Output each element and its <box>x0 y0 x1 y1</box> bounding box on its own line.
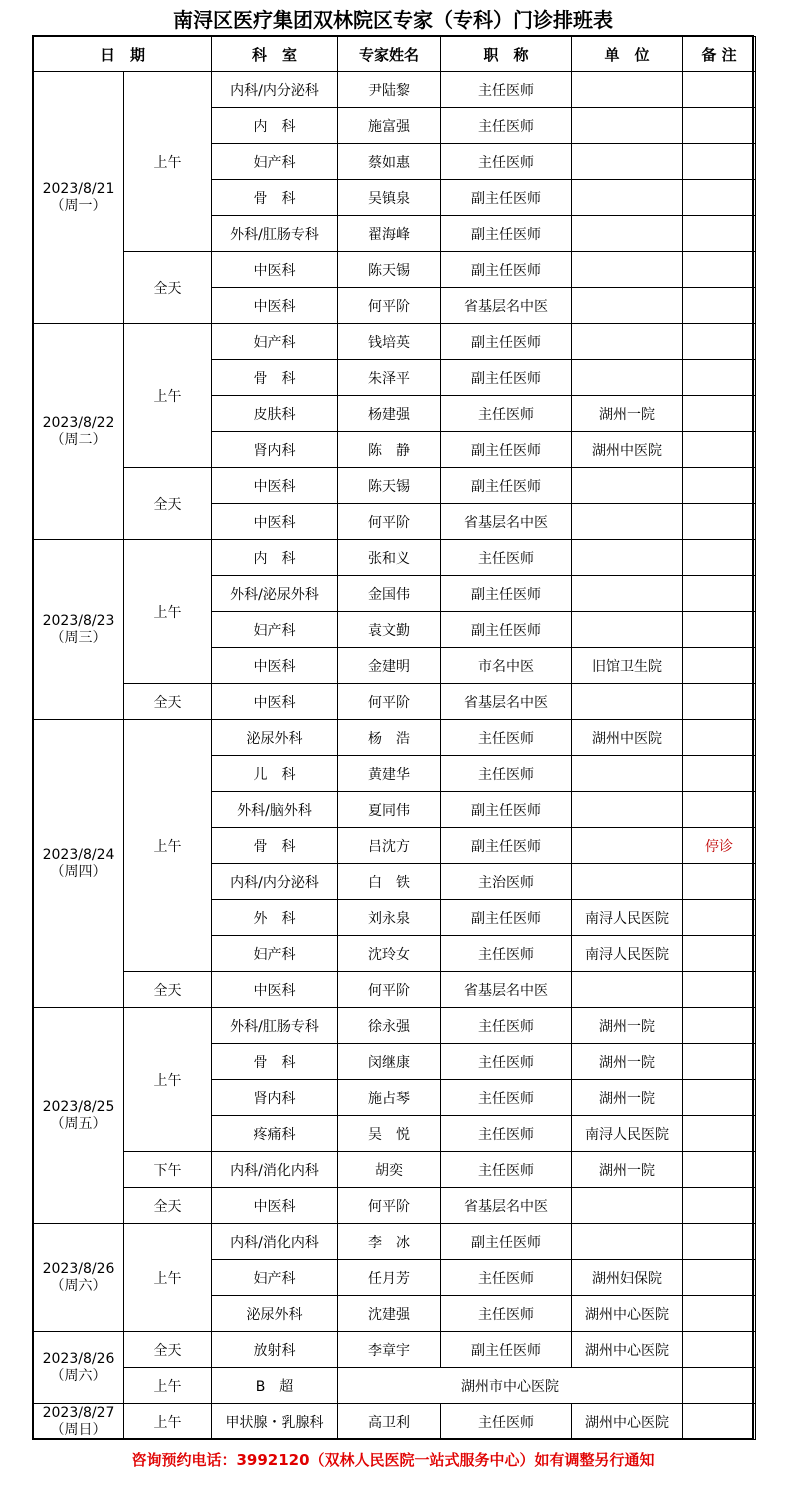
rank-cell: 主任医师 <box>441 1404 572 1440</box>
unit-cell: 湖州一院 <box>572 1044 683 1080</box>
dept-cell: 内 科 <box>212 540 338 576</box>
unit-cell <box>572 180 683 216</box>
unit-cell <box>572 108 683 144</box>
schedule-body <box>34 72 756 1440</box>
name-cell: 金建明 <box>338 648 441 684</box>
unit-cell <box>572 828 683 864</box>
unit-cell: 南浔人民医院 <box>572 900 683 936</box>
unit-cell <box>572 504 683 540</box>
name-cell: 陈天锡 <box>338 468 441 504</box>
schedule-table <box>33 36 756 1440</box>
period-cell: 上午 <box>124 1368 212 1404</box>
note-cell <box>683 1116 756 1152</box>
rank-cell: 省基层名中医 <box>441 288 572 324</box>
name-cell: 何平阶 <box>338 684 441 720</box>
period-cell: 上午 <box>124 324 212 468</box>
rank-cell: 主任医师 <box>441 540 572 576</box>
note-cell <box>683 792 756 828</box>
dept-cell: 妇产科 <box>212 144 338 180</box>
name-cell: 何平阶 <box>338 972 441 1008</box>
table-row <box>34 1404 756 1440</box>
note-cell <box>683 1152 756 1188</box>
rank-cell: 市名中医 <box>441 648 572 684</box>
note-cell <box>683 684 756 720</box>
name-cell: 任月芳 <box>338 1260 441 1296</box>
header-dept: 科 室 <box>212 37 338 72</box>
date-text: 2023/8/27 <box>42 1404 115 1421</box>
note-cell <box>683 1044 756 1080</box>
dept-cell: 中医科 <box>212 504 338 540</box>
weekday-text: （周五） <box>50 1115 107 1132</box>
note-cell <box>683 720 756 756</box>
dept-cell: 泌尿外科 <box>212 1296 338 1332</box>
note-cell <box>683 216 756 252</box>
period-cell: 全天 <box>124 1332 212 1368</box>
merged-cell: 湖州市中心医院 <box>338 1368 683 1404</box>
name-cell: 何平阶 <box>338 504 441 540</box>
note-cell <box>683 576 756 612</box>
dept-cell: 外科/泌尿外科 <box>212 576 338 612</box>
dept-cell: 外科/肛肠专科 <box>212 1008 338 1044</box>
dept-cell: 放射科 <box>212 1332 338 1368</box>
rank-cell: 副主任医师 <box>441 360 572 396</box>
note-cell <box>683 1260 756 1296</box>
rank-cell: 副主任医师 <box>441 828 572 864</box>
name-cell: 吴镇泉 <box>338 180 441 216</box>
dept-cell: 内科/内分泌科 <box>212 72 338 108</box>
dept-cell: 妇产科 <box>212 936 338 972</box>
rank-cell: 主任医师 <box>441 1260 572 1296</box>
table-row <box>34 1188 756 1224</box>
dept-cell: 内 科 <box>212 108 338 144</box>
dept-cell: B 超 <box>212 1368 338 1404</box>
dept-cell: 中医科 <box>212 288 338 324</box>
note-cell <box>683 360 756 396</box>
note-cell <box>683 1080 756 1116</box>
note-cell <box>683 1296 756 1332</box>
rank-cell: 省基层名中医 <box>441 684 572 720</box>
unit-cell: 湖州一院 <box>572 396 683 432</box>
name-cell: 刘永泉 <box>338 900 441 936</box>
unit-cell <box>572 972 683 1008</box>
period-cell: 全天 <box>124 1188 212 1224</box>
note-cell <box>683 1008 756 1044</box>
unit-cell <box>572 576 683 612</box>
note-cell <box>683 252 756 288</box>
rank-cell: 省基层名中医 <box>441 1188 572 1224</box>
name-cell: 翟海峰 <box>338 216 441 252</box>
table-row <box>34 1332 756 1368</box>
rank-cell: 省基层名中医 <box>441 504 572 540</box>
table-row <box>34 540 756 576</box>
rank-cell: 主任医师 <box>441 1152 572 1188</box>
dept-cell: 内科/内分泌科 <box>212 864 338 900</box>
dept-cell: 疼痛科 <box>212 1116 338 1152</box>
date-cell <box>34 540 124 720</box>
rank-cell: 副主任医师 <box>441 180 572 216</box>
contact-footer: 咨询预约电话：3992120（双林人民医院一站式服务中心）如有调整另行通知 <box>131 1451 655 1469</box>
weekday-text: （周日） <box>50 1421 107 1438</box>
rank-cell: 主任医师 <box>441 396 572 432</box>
note-cell <box>683 72 756 108</box>
table-row <box>34 684 756 720</box>
note-cell <box>683 324 756 360</box>
unit-cell <box>572 288 683 324</box>
table-row <box>34 468 756 504</box>
name-cell: 陈 静 <box>338 432 441 468</box>
table-row <box>34 1368 756 1404</box>
unit-cell <box>572 360 683 396</box>
period-cell: 上午 <box>124 1404 212 1440</box>
weekday-text: （周四） <box>50 863 107 880</box>
name-cell: 朱泽平 <box>338 360 441 396</box>
period-cell: 全天 <box>124 252 212 324</box>
rank-cell: 副主任医师 <box>441 252 572 288</box>
table-row <box>34 252 756 288</box>
rank-cell: 副主任医师 <box>441 900 572 936</box>
name-cell: 张和义 <box>338 540 441 576</box>
dept-cell: 外 科 <box>212 900 338 936</box>
date-cell <box>34 1332 124 1404</box>
dept-cell: 骨 科 <box>212 828 338 864</box>
rank-cell: 主任医师 <box>441 1080 572 1116</box>
note-cell: 停诊 <box>683 828 756 864</box>
rank-cell: 主任医师 <box>441 1044 572 1080</box>
name-cell: 杨建强 <box>338 396 441 432</box>
note-cell <box>683 288 756 324</box>
dept-cell: 妇产科 <box>212 1260 338 1296</box>
note-cell <box>683 468 756 504</box>
date-cell <box>34 72 124 324</box>
unit-cell: 湖州中心医院 <box>572 1404 683 1440</box>
rank-cell: 主任医师 <box>441 936 572 972</box>
note-cell <box>683 144 756 180</box>
unit-cell <box>572 252 683 288</box>
period-cell: 上午 <box>124 72 212 252</box>
note-cell <box>683 108 756 144</box>
unit-cell <box>572 684 683 720</box>
name-cell: 尹陆黎 <box>338 72 441 108</box>
period-cell: 上午 <box>124 720 212 972</box>
dept-cell: 外科/脑外科 <box>212 792 338 828</box>
name-cell: 吴 悦 <box>338 1116 441 1152</box>
unit-cell: 湖州中心医院 <box>572 1332 683 1368</box>
note-cell <box>683 900 756 936</box>
unit-cell: 湖州一院 <box>572 1008 683 1044</box>
page-title: 南浔区医疗集团双林院区专家（专科）门诊排班表 <box>173 8 613 32</box>
unit-cell <box>572 468 683 504</box>
rank-cell: 主任医师 <box>441 1008 572 1044</box>
header-unit: 单 位 <box>572 37 683 72</box>
dept-cell: 外科/肛肠专科 <box>212 216 338 252</box>
note-cell <box>683 1188 756 1224</box>
name-cell: 蔡如惠 <box>338 144 441 180</box>
note-cell <box>683 864 756 900</box>
rank-cell: 主任医师 <box>441 1296 572 1332</box>
name-cell: 李 冰 <box>338 1224 441 1260</box>
date-cell <box>34 720 124 1008</box>
name-cell: 徐永强 <box>338 1008 441 1044</box>
unit-cell: 湖州妇保院 <box>572 1260 683 1296</box>
rank-cell: 副主任医师 <box>441 468 572 504</box>
unit-cell <box>572 144 683 180</box>
dept-cell: 中医科 <box>212 252 338 288</box>
dept-cell: 骨 科 <box>212 1044 338 1080</box>
name-cell: 李章宇 <box>338 1332 441 1368</box>
unit-cell <box>572 792 683 828</box>
date-text: 2023/8/22 <box>42 414 115 431</box>
date-text: 2023/8/26 <box>42 1350 115 1367</box>
rank-cell: 主治医师 <box>441 864 572 900</box>
dept-cell: 妇产科 <box>212 324 338 360</box>
name-cell: 施占琴 <box>338 1080 441 1116</box>
table-row <box>34 1152 756 1188</box>
name-cell: 杨 浩 <box>338 720 441 756</box>
unit-cell: 湖州中医院 <box>572 720 683 756</box>
note-cell <box>683 396 756 432</box>
date-cell <box>34 1404 124 1440</box>
rank-cell: 副主任医师 <box>441 432 572 468</box>
unit-cell: 湖州中心医院 <box>572 1296 683 1332</box>
dept-cell: 中医科 <box>212 1188 338 1224</box>
dept-cell: 肾内科 <box>212 432 338 468</box>
unit-cell: 南浔人民医院 <box>572 936 683 972</box>
table-row <box>34 720 756 756</box>
note-cell <box>683 648 756 684</box>
date-cell <box>34 1224 124 1332</box>
period-cell: 全天 <box>124 684 212 720</box>
unit-cell: 南浔人民医院 <box>572 1116 683 1152</box>
rank-cell: 副主任医师 <box>441 612 572 648</box>
weekday-text: （周六） <box>50 1367 107 1384</box>
note-cell <box>683 1404 756 1440</box>
note-cell <box>683 180 756 216</box>
dept-cell: 肾内科 <box>212 1080 338 1116</box>
rank-cell: 副主任医师 <box>441 576 572 612</box>
unit-cell: 湖州一院 <box>572 1152 683 1188</box>
period-cell: 上午 <box>124 540 212 684</box>
dept-cell: 中医科 <box>212 648 338 684</box>
unit-cell <box>572 756 683 792</box>
name-cell: 黄建华 <box>338 756 441 792</box>
name-cell: 白 铁 <box>338 864 441 900</box>
date-text: 2023/8/25 <box>42 1098 115 1115</box>
period-cell: 全天 <box>124 972 212 1008</box>
unit-cell <box>572 540 683 576</box>
rank-cell: 主任医师 <box>441 72 572 108</box>
rank-cell: 副主任医师 <box>441 1224 572 1260</box>
name-cell: 何平阶 <box>338 1188 441 1224</box>
date-text: 2023/8/26 <box>42 1260 115 1277</box>
rank-cell: 主任医师 <box>441 720 572 756</box>
unit-cell <box>572 612 683 648</box>
name-cell: 钱培英 <box>338 324 441 360</box>
rank-cell: 省基层名中医 <box>441 972 572 1008</box>
period-cell: 下午 <box>124 1152 212 1188</box>
dept-cell: 儿 科 <box>212 756 338 792</box>
note-cell <box>683 972 756 1008</box>
note-cell <box>683 612 756 648</box>
date-text: 2023/8/23 <box>42 612 115 629</box>
note-cell <box>683 432 756 468</box>
name-cell: 闵继康 <box>338 1044 441 1080</box>
rank-cell: 主任医师 <box>441 108 572 144</box>
weekday-text: （周六） <box>50 1277 107 1294</box>
weekday-text: （周一） <box>50 197 107 214</box>
name-cell: 何平阶 <box>338 288 441 324</box>
dept-cell: 中医科 <box>212 972 338 1008</box>
date-cell <box>34 1008 124 1224</box>
table-row <box>34 1008 756 1044</box>
table-row <box>34 1224 756 1260</box>
header-name: 专家姓名 <box>338 37 441 72</box>
period-cell: 全天 <box>124 468 212 540</box>
name-cell: 胡奕 <box>338 1152 441 1188</box>
rank-cell: 副主任医师 <box>441 1332 572 1368</box>
rank-cell: 主任医师 <box>441 756 572 792</box>
name-cell: 沈建强 <box>338 1296 441 1332</box>
dept-cell: 甲状腺・乳腺科 <box>212 1404 338 1440</box>
rank-cell: 副主任医师 <box>441 216 572 252</box>
period-cell: 上午 <box>124 1224 212 1332</box>
note-cell <box>683 1224 756 1260</box>
table-row <box>34 324 756 360</box>
name-cell: 袁文勤 <box>338 612 441 648</box>
name-cell: 吕沈方 <box>338 828 441 864</box>
unit-cell: 湖州一院 <box>572 1080 683 1116</box>
unit-cell <box>572 324 683 360</box>
header-note: 备 注 <box>683 37 756 72</box>
dept-cell: 骨 科 <box>212 360 338 396</box>
name-cell: 陈天锡 <box>338 252 441 288</box>
table-row <box>34 72 756 108</box>
rank-cell: 主任医师 <box>441 1116 572 1152</box>
note-cell <box>683 1332 756 1368</box>
table-row <box>34 972 756 1008</box>
date-text: 2023/8/24 <box>42 846 115 863</box>
weekday-text: （周二） <box>50 431 107 448</box>
header-rank: 职 称 <box>441 37 572 72</box>
note-cell <box>683 504 756 540</box>
name-cell: 高卫利 <box>338 1404 441 1440</box>
dept-cell: 妇产科 <box>212 612 338 648</box>
note-cell <box>683 1368 756 1404</box>
rank-cell: 主任医师 <box>441 144 572 180</box>
unit-cell <box>572 864 683 900</box>
name-cell: 沈玲女 <box>338 936 441 972</box>
note-cell <box>683 540 756 576</box>
name-cell: 施富强 <box>338 108 441 144</box>
unit-cell: 湖州中医院 <box>572 432 683 468</box>
rank-cell: 副主任医师 <box>441 324 572 360</box>
unit-cell <box>572 1224 683 1260</box>
dept-cell: 内科/消化内科 <box>212 1152 338 1188</box>
dept-cell: 内科/消化内科 <box>212 1224 338 1260</box>
note-cell <box>683 756 756 792</box>
header-date: 日 期 <box>34 37 212 72</box>
name-cell: 夏同伟 <box>338 792 441 828</box>
date-cell <box>34 324 124 540</box>
header-row <box>34 37 756 72</box>
date-text: 2023/8/21 <box>42 180 115 197</box>
dept-cell: 皮肤科 <box>212 396 338 432</box>
unit-cell <box>572 216 683 252</box>
name-cell: 金国伟 <box>338 576 441 612</box>
period-cell: 上午 <box>124 1008 212 1152</box>
unit-cell <box>572 1188 683 1224</box>
dept-cell: 中医科 <box>212 684 338 720</box>
dept-cell: 泌尿外科 <box>212 720 338 756</box>
dept-cell: 骨 科 <box>212 180 338 216</box>
unit-cell: 旧馆卫生院 <box>572 648 683 684</box>
note-cell <box>683 936 756 972</box>
unit-cell <box>572 72 683 108</box>
weekday-text: （周三） <box>50 629 107 646</box>
dept-cell: 中医科 <box>212 468 338 504</box>
rank-cell: 副主任医师 <box>441 792 572 828</box>
